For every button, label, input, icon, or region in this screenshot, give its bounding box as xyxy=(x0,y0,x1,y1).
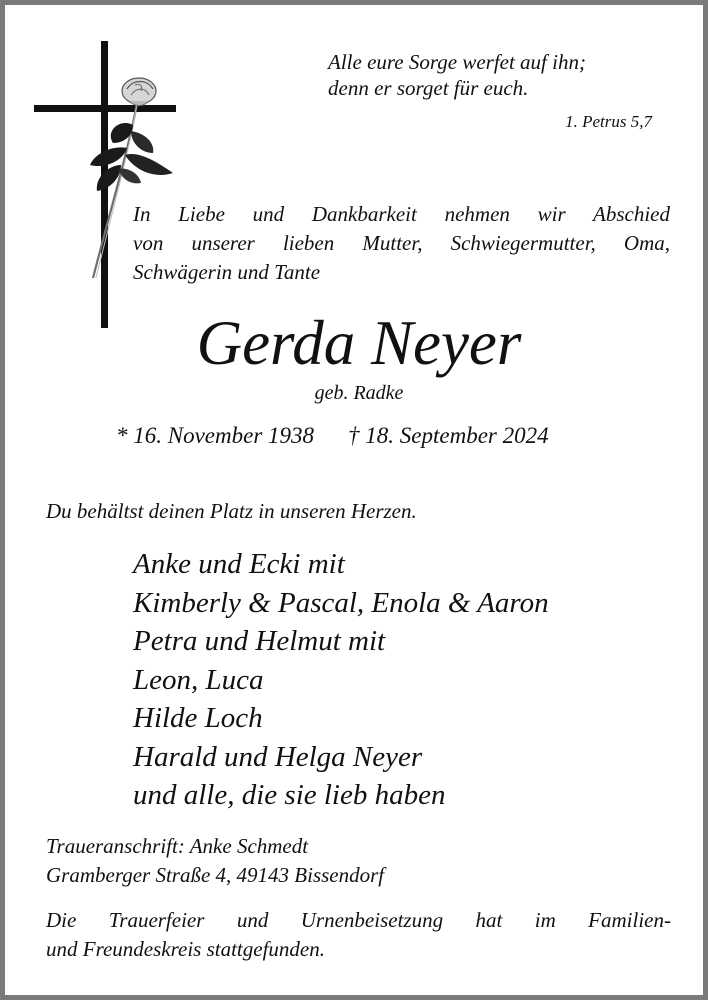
birth-date: * 16. November 1938 xyxy=(116,423,315,448)
notice-line: und Freundeskreis stattgefunden. xyxy=(46,937,325,961)
birth-name: geb. Radke xyxy=(314,382,404,404)
address-line: Gramberger Straße 4, 49143 Bissendorf xyxy=(46,863,385,887)
bible-verse-line: denn er sorget für euch. xyxy=(328,76,529,100)
mourner-line: und alle, die sie lieb haben xyxy=(133,779,446,811)
mourner-line: Hilde Loch xyxy=(133,702,263,734)
mourner-line: Harald und Helga Neyer xyxy=(133,740,423,773)
funeral-notice xyxy=(46,906,671,964)
bible-verse-source: 1. Petrus 5,7 xyxy=(565,112,652,131)
mourner-line: Anke und Ecki mit xyxy=(133,548,345,580)
bible-verse-line: Alle eure Sorge werfet auf ihn; xyxy=(328,50,586,74)
farewell-line: Schwägerin und Tante xyxy=(133,260,321,284)
address-line: Traueranschrift: Anke Schmedt xyxy=(46,834,309,858)
bible-verse xyxy=(328,49,586,101)
farewell-line: von unserer lieben Mutter, Schwiegermutter, Oma, xyxy=(133,231,670,255)
farewell-line: In Liebe und Dankbarkeit nehmen wir Abschied xyxy=(133,202,670,226)
death-date: † 18. September 2024 xyxy=(348,423,549,448)
mourners-list xyxy=(133,545,549,815)
mourner-line: Kimberly & Pascal, Enola & Aaron xyxy=(133,586,549,619)
life-dates xyxy=(116,423,549,449)
farewell-text xyxy=(133,200,670,287)
mourning-address xyxy=(46,832,384,890)
mourner-line: Petra und Helmut mit xyxy=(133,625,386,657)
motto: Du behältst deinen Platz in unseren Herzen. xyxy=(46,499,417,523)
deceased-name: Gerda Neyer xyxy=(196,308,522,378)
mourner-line: Leon, Luca xyxy=(133,663,264,696)
notice-line: Die Trauerfeier und Urnenbeisetzung hat im Familien- xyxy=(46,908,671,932)
